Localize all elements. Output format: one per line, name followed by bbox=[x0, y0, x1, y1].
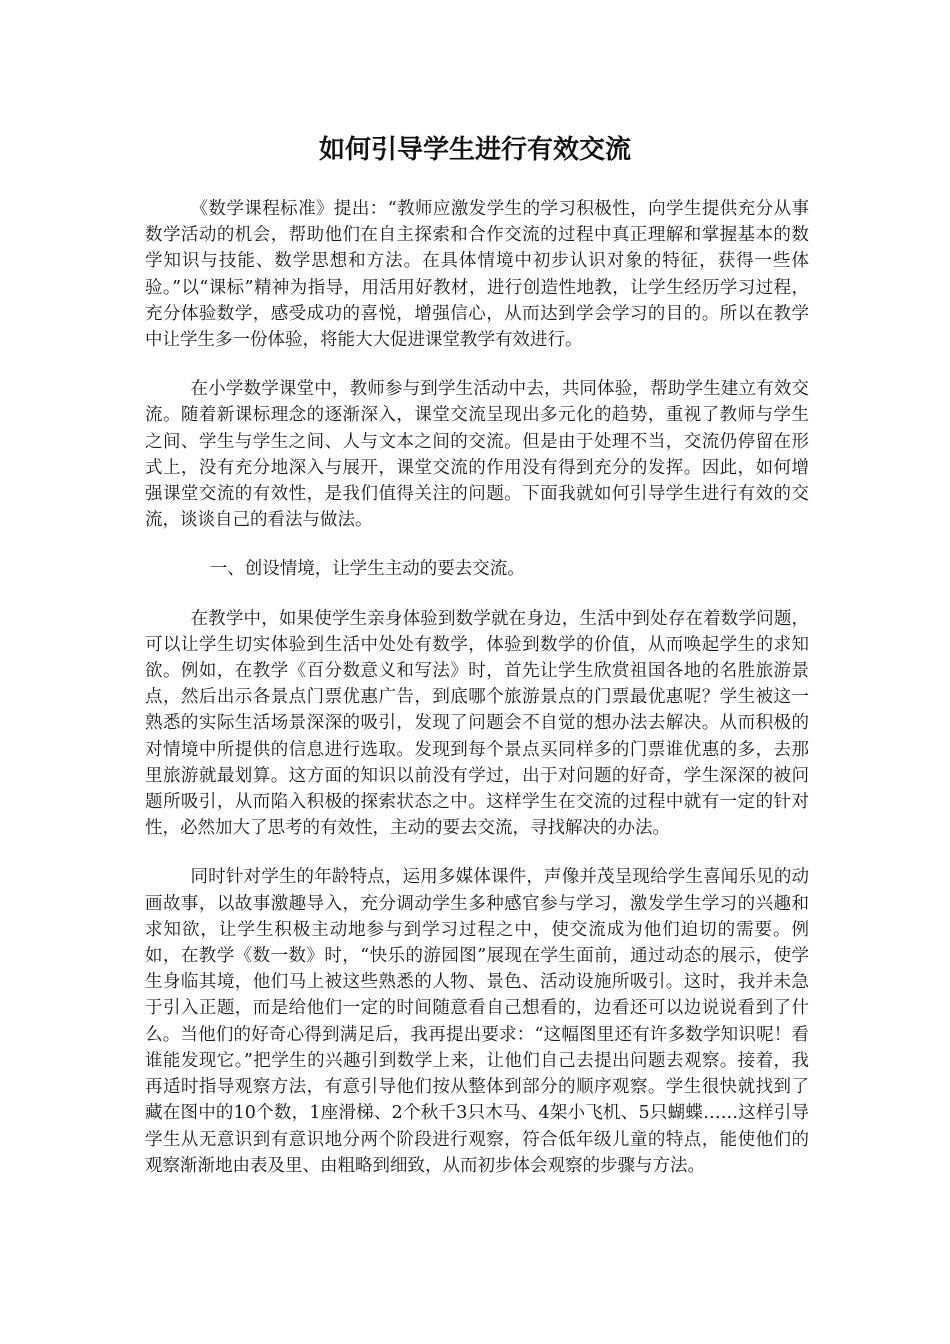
document-body bbox=[145, 196, 809, 1202]
paragraph-intro: 《数学课程标准》提出：“教师应激发学生的学习积极性，向学生提供充分从事数学活动的机会，帮助他们在自主探索和合作交流的过程中真正理解和掌握基本的数学知识与技能、数学思想和方法。在具体情境中初步认识对象的特征，获得一些体验。”以“课标”精神为指导，用活用好教材，进行创造性地教，让学生经历学习过程，充分体验数学，感受成功的喜悦，增强信心，从而达到学会学习的目的。所以在教学中让学生多一份体验，将能大大促进课堂教学有效进行。 bbox=[145, 199, 809, 351]
section-heading-1: 一、创设情境，让学生主动的要去交流。 bbox=[209, 559, 525, 580]
paragraph-classroom-interaction: 在小学数学课堂中，教师参与到学生活动中去，共同体验，帮助学生建立有效交流。随着新课标理念的逐渐深入，课堂交流呈现出多元化的趋势，重视了教师与学生之间、学生与学生之间、人与文本之间的交流。但是由于处理不当，交流仍停留在形式上，没有充分地深入与展开，课堂交流的作用没有得到充分的发挥。因此，如何增强课堂交流的有效性，是我们值得关注的问题。下面我就如何引导学生进行有效的交流，谈谈自己的看法与做法。 bbox=[145, 379, 809, 531]
paragraph-life-examples: 在教学中，如果使学生亲身体验到数学就在身边，生活中到处存在着数学问题，可以让学生切实体验到生活中处处有数学，体验到数学的价值，从而唤起学生的求知欲。例如，在教学《百分数意义和写法》时，首先让学生欣赏祖国各地的名胜旅游景点，然后出示各景点门票优惠广告，到底哪个旅游景点的门票最优惠呢？学生被这一熟悉的实际生活场景深深的吸引，发现了问题会不自觉的想办法去解决。从而积极的对情境中所提供的信息进行选取。发现到每个景点买同样多的门票谁优惠的多，去那里旅游就最划算。这方面的知识以前没有学过，出于对问题的好奇，学生深深的被问题所吸引，从而陷入积极的探索状态之中。这样学生在交流的过程中就有一定的针对性，必然加大了思考的有效性，主动的要去交流，寻找解决的办法。 bbox=[145, 608, 809, 839]
document-title: 如何引导学生进行有效交流 bbox=[318, 135, 631, 165]
paragraph-multimedia: 同时针对学生的年龄特点，运用多媒体课件，声像并茂呈现给学生喜闻乐见的动画故事，以故事激趣导入，充分调动学生多种感官参与学习，激发学生学习的兴趣和求知欲，让学生积极主动地参与到学习过程之中，使交流成为他们迫切的需要。例如，在教学《数一数》时，“快乐的游园图”展现在学生面前，通过动态的展示，使学生身临其境，他们马上被这些熟悉的人物、景色、活动设施所吸引。这时，我并未急于引入正题，而是给他们一定的时间随意看自己想看的，边看还可以边说说看到了什么。当他们的好奇心得到满足后，我再提出要求：“这幅图里还有许多数学知识呢！看谁能发现它。”把学生的兴趣引到数学上来，让他们自己去提出问题去观察。接着，我再适时指导观察方法，有意引导他们按从整体到部分的顺序观察。学生很快就找到了藏在图中的10个数，1座滑梯、2个秋千3只木马、4架小飞机、5只蝴蝶……这样引导学生从无意识到有意识地分两个阶段进行观察，符合低年级儿童的特点，能使他们的观察渐渐地由表及里、由粗略到细致，从而初步体会观察的步骤与方法。 bbox=[145, 867, 809, 1176]
